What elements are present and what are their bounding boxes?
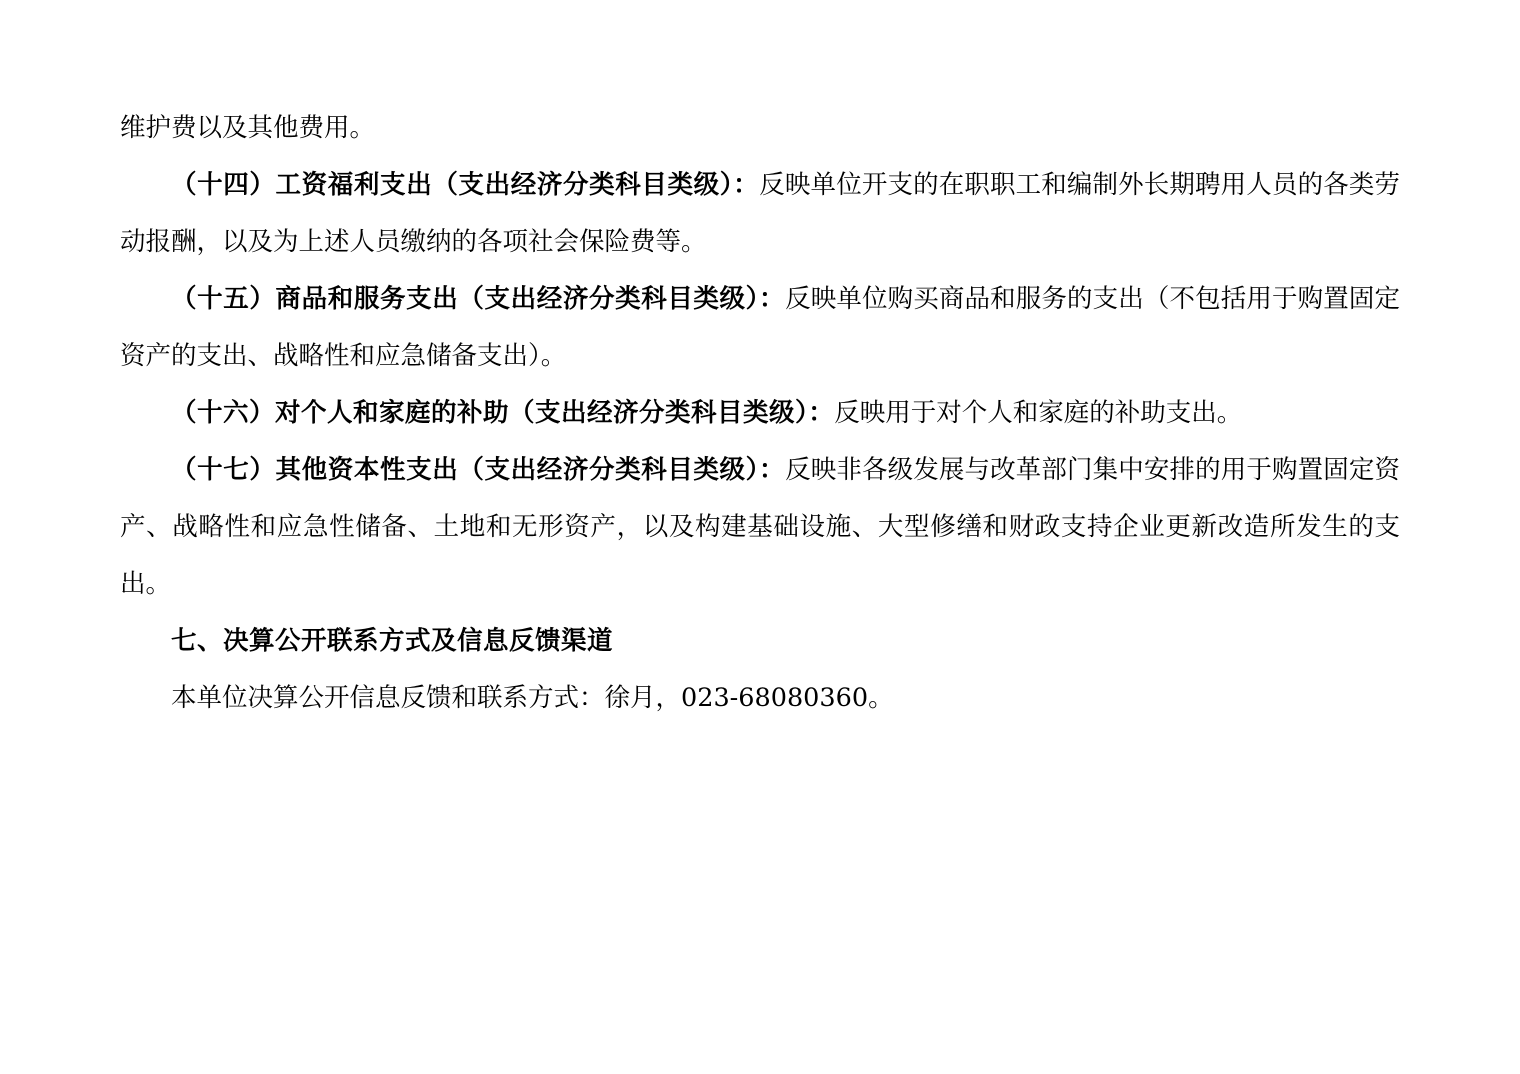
clause-item-17 (120, 442, 1400, 613)
clause-17-lead: （十七）其他资本性支出（支出经济分类科目类级）： (171, 455, 786, 485)
clause-item-14 (120, 157, 1400, 271)
clause-16-lead: （十六）对个人和家庭的补助（支出经济分类科目类级）： (171, 398, 835, 428)
document-body (120, 100, 1400, 727)
clause-14-text: 反映单位开支的在职职工和编制外长期聘用人员的各类劳动报酬，以及为上述人员缴纳的各项社会保险费等。 (120, 170, 1400, 257)
clause-item-15 (120, 271, 1400, 385)
clause-17-text: 反映非各级发展与改革部门集中安排的用于购置固定资产、战略性和应急性储备、土地和无形资产，以及构建基础设施、大型修缮和财政支持企业更新改造所发生的支出。 (120, 455, 1400, 599)
continuation-paragraph: 维护费以及其他费用。 (120, 113, 376, 143)
clause-item-16 (120, 385, 1400, 442)
clause-14-lead: （十四）工资福利支出（支出经济分类科目类级）： (171, 170, 760, 200)
contact-information: 本单位决算公开信息反馈和联系方式：徐月，023-68080360。 (171, 683, 894, 713)
clause-15-lead: （十五）商品和服务支出（支出经济分类科目类级）： (171, 284, 786, 314)
clause-15-text: 反映单位购买商品和服务的支出（不包括用于购置固定资产的支出、战略性和应急储备支出）。 (120, 284, 1400, 371)
clause-16-text: 反映用于对个人和家庭的补助支出。 (834, 398, 1243, 428)
section-heading-7: 七、决算公开联系方式及信息反馈渠道 (171, 626, 614, 656)
